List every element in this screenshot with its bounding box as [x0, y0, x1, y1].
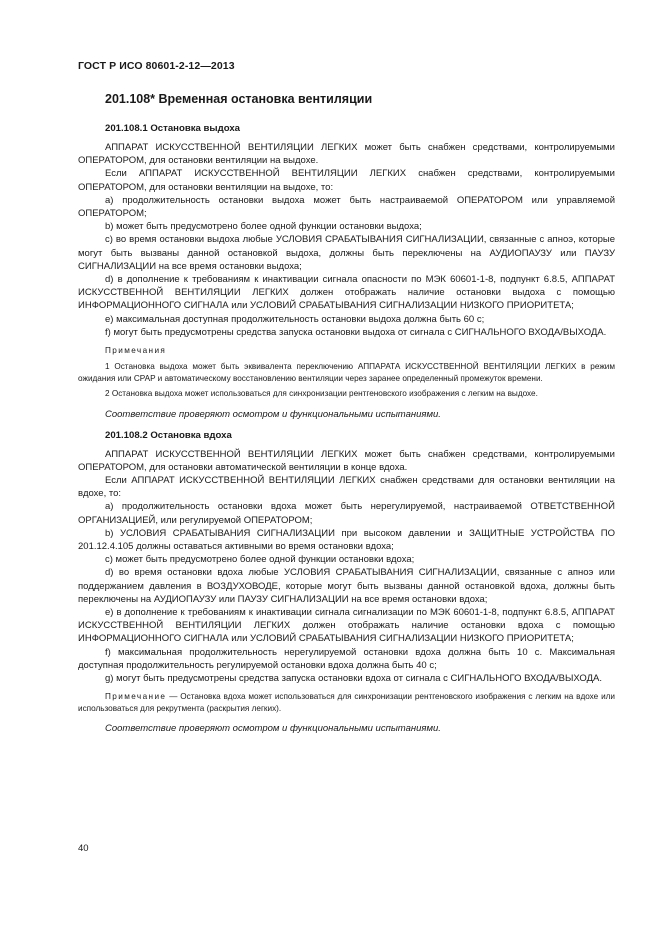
note-label: Примечание: [105, 692, 167, 702]
note: [78, 691, 615, 714]
paragraph: Если АППАРАТ ИСКУССТВЕННОЙ ВЕНТИЛЯЦИИ ЛЕГКИХ снабжен средствами, контролируемыми ОПЕРАТОРОМ, для остановки вентиляции на выдохе, то:: [78, 168, 615, 193]
notes-title: Примечания: [105, 346, 167, 356]
list-item: g) могут быть предусмотрены средства запуска остановки вдоха от сигнала с СИГНАЛЬНОГО ВХОДА/ВЫХОДА.: [105, 673, 602, 684]
list-item: c) во время остановки выдоха любые УСЛОВИЯ СРАБАТЫВАНИЯ СИГНАЛИЗАЦИИ, связанные с апноэ, которые могут быть вызваны данной остановкой выдоха, должны быть переключены на АУДИОПАУЗУ или ПАУЗУ СИГНАЛИЗАЦИИ на все время остановки выдоха;: [78, 234, 615, 272]
subsection-title-inhale: 201.108.2 Остановка вдоха: [105, 429, 232, 441]
list-item: e) максимальная доступная продолжительность остановки выдоха должна быть 60 с;: [105, 313, 485, 325]
compliance-statement: Соответствие проверяют осмотром и функциональными испытаниями.: [105, 408, 441, 420]
standard-header: ГОСТ Р ИСО 80601-2-12—2013: [78, 60, 235, 72]
list-item: d) во время остановки вдоха любые УСЛОВИЯ СРАБАТЫВАНИЯ СИГНАЛИЗАЦИИ, связанные с апноэ или поддержанием давления в ВОЗДУХОВОДЕ, которые могут быть вызваны данной остановкой вдоха, должны быть переключены на АУДИОПАУЗУ или ПАУЗУ СИГНАЛИЗАЦИИ на все время остановки вдоха;: [78, 567, 615, 605]
list-item: a) продолжительность остановки выдоха может быть настраиваемой ОПЕРАТОРОМ или управляемой ОПЕРАТОРОМ;: [78, 194, 615, 220]
list-item: b) может быть предусмотрено более одной функции остановки выдоха;: [105, 221, 422, 233]
list-item: d) в дополнение к требованиям к инактивации сигнала опасности по МЭК 60601-1-8, подпункт 6.8.5, АППАРАТ ИСКУССТВЕННОЙ ВЕНТИЛЯЦИИ ЛЕГКИХ должен отображать наличие остановки выдоха с помощью ИНФОРМАЦИОННОГО СИГНАЛА или УСЛОВИЙ СРАБАТЫВАНИЯ СИГНАЛИЗАЦИИ НИЗКОГО ПРИОРИТЕТА;: [78, 274, 615, 312]
paragraph: Если АППАРАТ ИСКУССТВЕННОЙ ВЕНТИЛЯЦИИ ЛЕГКИХ снабжен средствами для остановки вентиляции на вдохе, то:: [78, 474, 615, 500]
note-text: — Остановка вдоха может использоваться для синхронизации рентгеновского изображения с легким на вдохе или использоваться для рекрутмента (раскрытия легких).: [78, 692, 615, 713]
page-number: 40: [78, 843, 89, 854]
paragraph: АППАРАТ ИСКУССТВЕННОЙ ВЕНТИЛЯЦИИ ЛЕГКИХ может быть снабжен средствами, контролируемыми ОПЕРАТОРОМ, для остановки вентиляции на выдохе.: [78, 142, 615, 167]
compliance-statement: Соответствие проверяют осмотром и функциональными испытаниями.: [105, 723, 441, 735]
list-item: b) УСЛОВИЯ СРАБАТЫВАНИЯ СИГНАЛИЗАЦИИ при высоком давлении и ЗАЩИТНЫЕ УСТРОЙСТВА ПО 201.12.4.105 должны оставаться активными во время остановки вдоха;: [78, 527, 615, 552]
page-content: [78, 90, 615, 735]
list-item: c) может быть предусмотрено более одной функции остановки вдоха;: [105, 554, 415, 566]
list-item: f) могут быть предусмотрены средства запуска остановки выдоха от сигнала с СИГНАЛЬНОГО ВХОДА/ВЫХОДА.: [105, 326, 607, 338]
list-item: a) продолжительность остановки вдоха может быть нерегулируемой, настраиваемой ОТВЕТСТВЕННОЙ ОРГАНИЗАЦИЕЙ, или регулируемой ОПЕРАТОРОМ;: [78, 501, 615, 526]
paragraph: АППАРАТ ИСКУССТВЕННОЙ ВЕНТИЛЯЦИИ ЛЕГКИХ может быть снабжен средствами, контролируемыми ОПЕРАТОРОМ, для остановки автоматической вентиляции в конце вдоха.: [78, 448, 615, 473]
list-item: f) максимальная продолжительность нерегулируемой остановки вдоха должна быть 10 с. Максимальная доступная продолжительность регулируемой остановки вдоха должна быть 40 с;: [78, 646, 615, 671]
subsection-title-exhale: 201.108.1 Остановка выдоха: [105, 123, 241, 134]
list-item: e) в дополнение к требованиям к инактивации сигнала сигнализации по МЭК 60601-1-8, подпункт 6.8.5, АППАРАТ ИСКУССТВЕННОЙ ВЕНТИЛЯЦИИ ЛЕГКИХ должен отображать наличие остановки вдоха с помощью ИНФОРМАЦИОННОГО СИГНАЛА или УСЛОВИЙ СРАБАТЫВАНИЯ СИГНАЛИЗАЦИИ НИЗКОГО ПРИОРИТЕТА;: [78, 606, 615, 645]
section-title: 201.108* Временная остановка вентиляции: [105, 92, 373, 106]
note: 1 Остановка выдоха может быть эквивалента переключению АППАРАТА ИСКУССТВЕННОЙ ВЕНТИЛЯЦИИ ЛЕГКИХ в режим ожидания или CPAP и автоматическому восстановлению вентиляции через заранее определенный промежуток времени.: [78, 362, 615, 383]
note: 2 Остановка выдоха может использоваться для синхронизации рентгеновского изображения с легким на выдохе.: [105, 389, 538, 399]
